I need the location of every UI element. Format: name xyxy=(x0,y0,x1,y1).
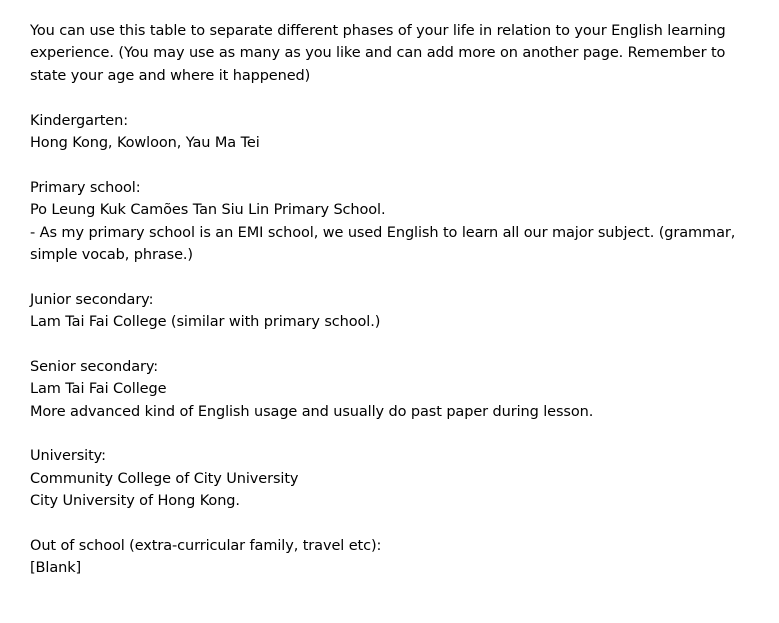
section-senior-secondary xyxy=(30,356,775,423)
paragraph-gap xyxy=(30,513,775,535)
section-heading: Out of school (extra-curricular family, travel etc): xyxy=(30,537,382,554)
paragraph-gap xyxy=(30,333,775,355)
section-line: More advanced kind of English usage and usually do past paper during lesson. xyxy=(30,403,594,420)
section-heading: University: xyxy=(30,448,106,465)
section-heading: Junior secondary: xyxy=(30,291,154,308)
section-out-of-school xyxy=(30,535,775,580)
document-body xyxy=(30,20,775,580)
paragraph-gap xyxy=(30,266,775,288)
intro-line: state your age and where it happened) xyxy=(30,67,311,84)
section-line: Community College of City University xyxy=(30,470,299,487)
intro-line: experience. (You may use as many as you like and can add more on another page. Remember to xyxy=(30,45,726,62)
section-university xyxy=(30,445,775,512)
section-line: Hong Kong, Kowloon, Yau Ma Tei xyxy=(30,134,260,151)
section-primary-school xyxy=(30,177,775,267)
section-line: - As my primary school is an EMI school, we used English to learn all our major subject. (grammar, xyxy=(30,224,736,241)
section-line: [Blank] xyxy=(30,560,82,577)
section-heading: Kindergarten: xyxy=(30,112,128,129)
intro-line: You can use this table to separate different phases of your life in relation to your English learning xyxy=(30,23,726,39)
section-line: simple vocab, phrase.) xyxy=(30,246,193,263)
paragraph-gap xyxy=(30,87,775,109)
paragraph-gap xyxy=(30,154,775,176)
section-line: Lam Tai Fai College (similar with primary school.) xyxy=(30,314,381,331)
intro-paragraph xyxy=(30,20,775,87)
section-line: Lam Tai Fai College xyxy=(30,381,167,398)
section-line: Po Leung Kuk Camões Tan Siu Lin Primary School. xyxy=(30,202,386,219)
section-line: City University of Hong Kong. xyxy=(30,493,240,510)
paragraph-gap xyxy=(30,423,775,445)
section-heading: Senior secondary: xyxy=(30,358,159,375)
section-kindergarten xyxy=(30,110,775,155)
section-heading: Primary school: xyxy=(30,179,141,196)
section-junior-secondary xyxy=(30,289,775,334)
